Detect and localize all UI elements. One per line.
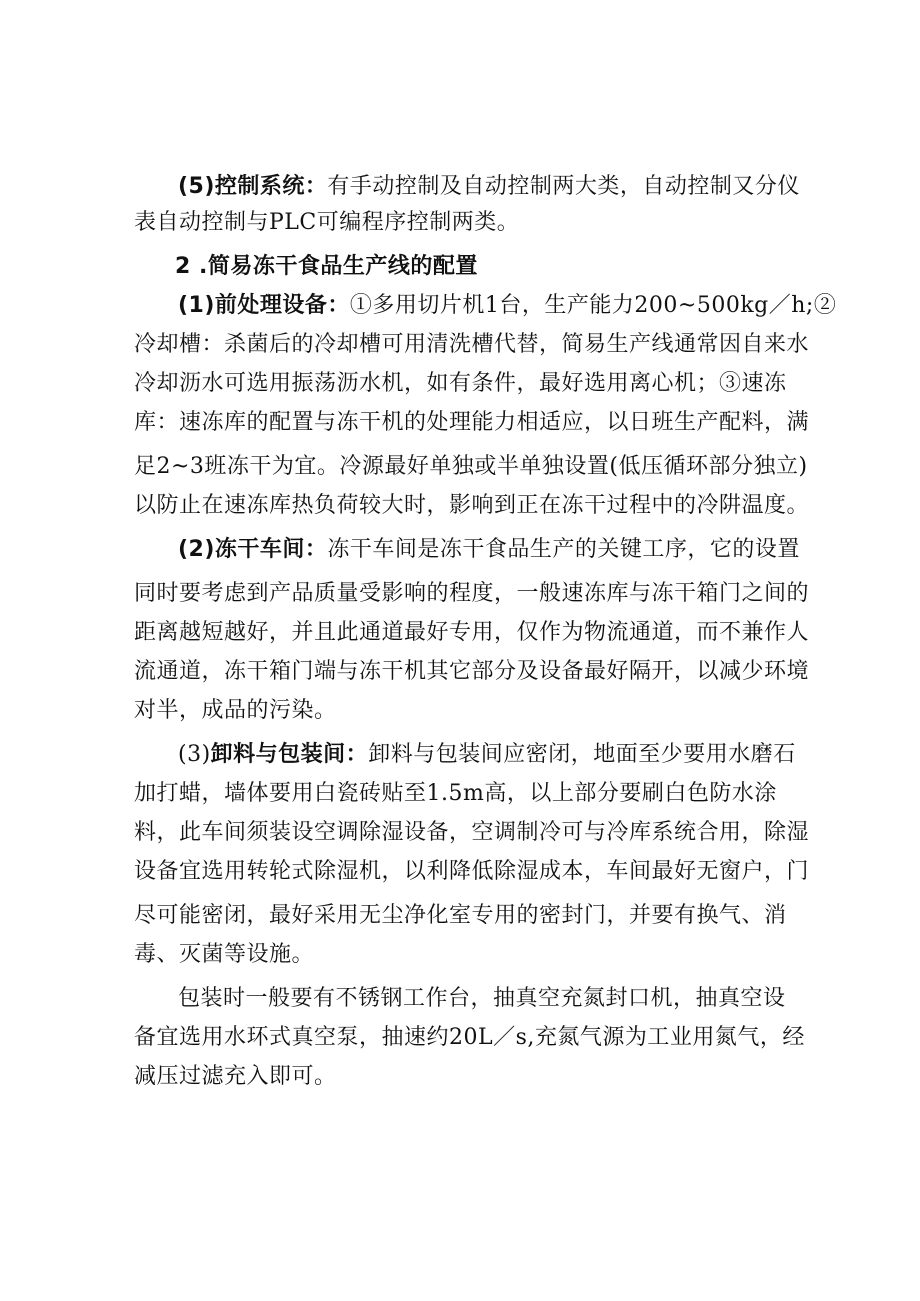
para-1-line-5: 足2~3班冻干为宜。冷源最好单独或半单独设置(低压循环部分独立) — [134, 454, 808, 479]
section-5-line-1 — [0, 170, 920, 204]
para-3-number: (3) — [178, 742, 211, 767]
para-3-line-5: 尽可能密闭，最好采用无尘净化室专用的密封门，并要有换气、消 — [134, 903, 787, 928]
para-1-label: (1)前处理设备： — [178, 293, 350, 318]
para-2-line-1 — [0, 533, 920, 567]
para-3-line-3: 料，此车间须装设空调除湿设备，空调制冷可与冷库系统合用，除湿 — [134, 820, 810, 845]
para-4-line-2: 备宜选用水环式真空泵，抽速约20L／s,充氮气源为工业用氮气，经 — [134, 1025, 805, 1050]
section-5-line-2: 表自动控制与PLC可编程序控制两类。 — [134, 210, 520, 235]
para-4-line-1: 包装时一般要有不锈钢工作台，抽真空充氮封口机，抽真空设 — [178, 986, 786, 1011]
para-2-line-5: 对半，成品的污染。 — [134, 698, 337, 723]
para-3-text: 卸料与包装间应密闭，地面至少要用水磨石 — [368, 742, 796, 767]
para-2-label: (2)冻干车间： — [178, 537, 328, 562]
para-2-line-3: 距离越短越好，并且此通道最好专用，仅作为物流通道，而不兼作人 — [134, 620, 810, 645]
para-1-line-3: 冷却沥水可选用振荡沥水机，如有条件，最好选用离心机；③速冻 — [134, 371, 787, 396]
para-1-line-1 — [0, 289, 920, 323]
section-5-label: (5)控制系统： — [178, 174, 328, 199]
para-1-text: ①多用切片机1台，生产能力200~500kg／h;② — [349, 293, 837, 318]
para-3-line-6: 毒、灭菌等设施。 — [134, 942, 315, 967]
para-1-line-4: 库：速冻库的配置与冻干机的处理能力相适应，以日班生产配料，满 — [134, 410, 810, 435]
para-2-line-2: 同时要考虑到产品质量受影响的程度，一般速冻库与冻干箱门之间的 — [134, 581, 810, 606]
para-1-line-6: 以防止在速冻库热负荷较大时，影响到正在冻干过程中的冷阱温度。 — [134, 493, 810, 518]
section-heading-2: 2 .简易冻干食品生产线的配置 — [175, 254, 478, 279]
para-3-line-1 — [0, 738, 920, 772]
para-3-line-2: 加打蜡，墙体要用白瓷砖贴至1.5m高，以上部分要刷白色防水涂 — [134, 781, 777, 806]
para-3-label: 卸料与包装间： — [210, 742, 369, 767]
para-2-line-4: 流通道，冻干箱门端与冻干机其它部分及设备最好隔开，以减少环境 — [134, 659, 810, 684]
para-2-text: 冻干车间是冻干食品生产的关键工序，它的设置 — [327, 537, 800, 562]
para-3-line-4: 设备宜选用转轮式除湿机，以利降低除湿成本，车间最好无窗户，门 — [134, 859, 810, 884]
section-5-text: 有手动控制及自动控制两大类，自动控制又分仪 — [327, 174, 800, 199]
para-1-line-2: 冷却槽：杀菌后的冷却槽可用清洗槽代替，简易生产线通常因自来水 — [134, 332, 810, 357]
para-4-line-3: 减压过滤充入即可。 — [134, 1064, 337, 1089]
